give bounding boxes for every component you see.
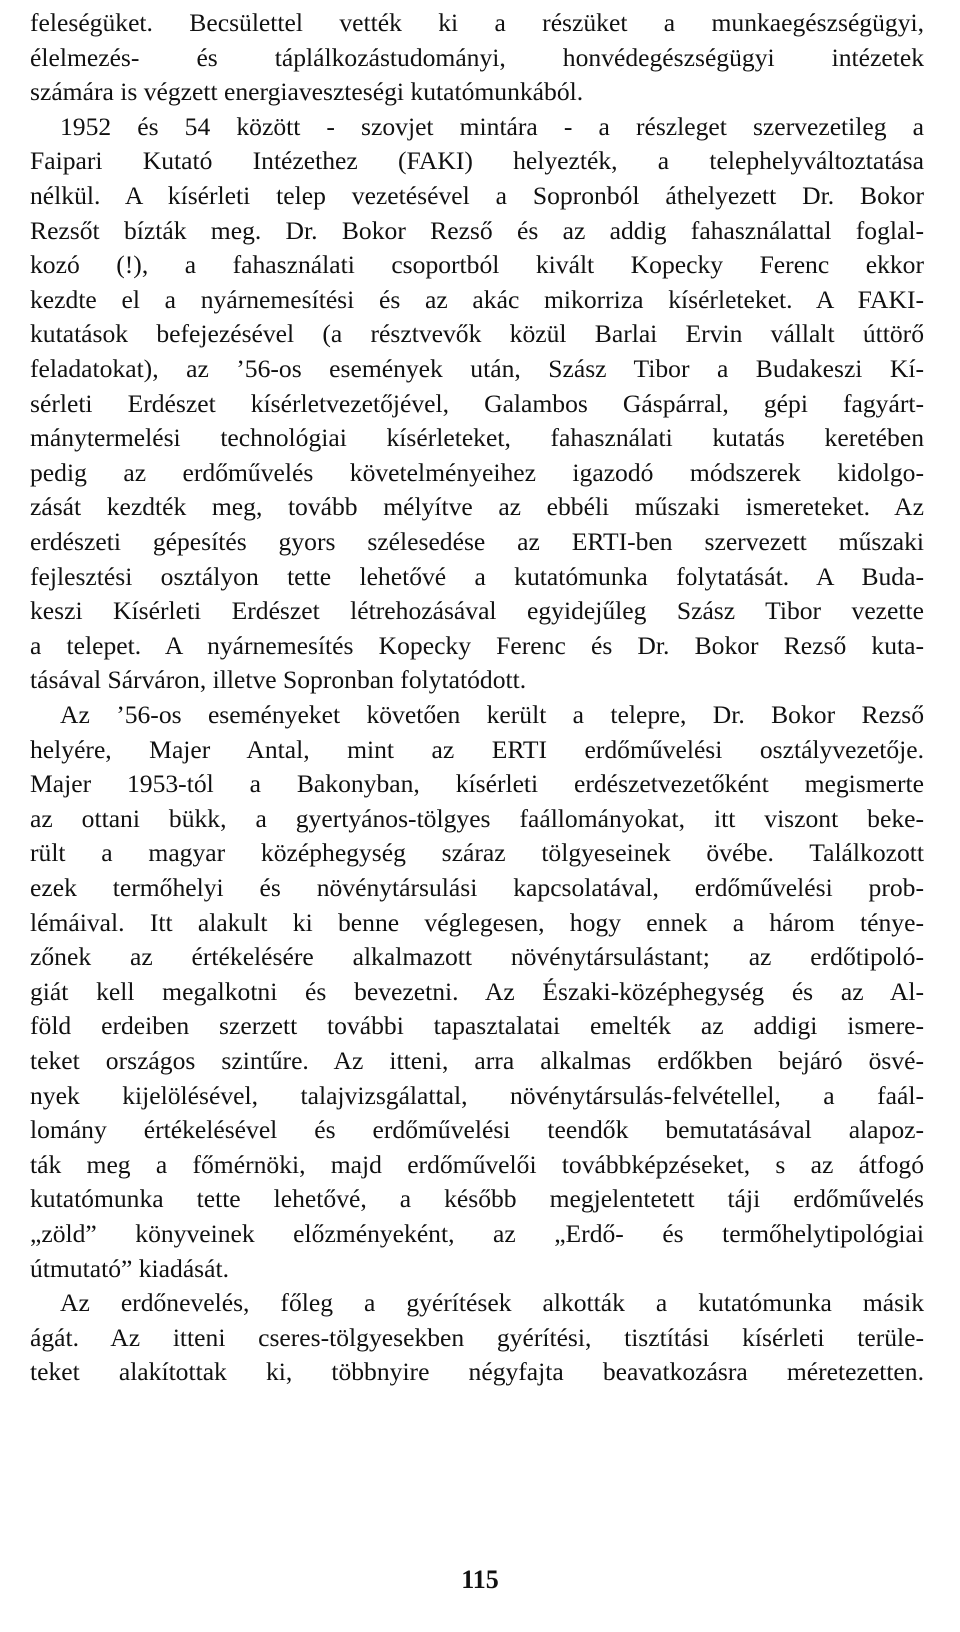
text-line: számára is végzett energiaveszteségi kutatómunkából. bbox=[30, 77, 584, 107]
text-line: ták meg a főmérnöki, majd erdőművelői továbbképzéseket, s az átfogó bbox=[30, 1149, 924, 1179]
text-line: giát kell megalkotni és bevezetni. Az Északi-középhegység és az Al- bbox=[30, 976, 924, 1006]
text-line: élelmezés- és táplálkozástudományi, honvédegészségügyi intézetek bbox=[30, 42, 924, 72]
page-number: 115 bbox=[461, 1565, 499, 1594]
text-line: Az ’56-os eseményeket követően került a telepre, Dr. Bokor Rezső bbox=[60, 700, 924, 729]
text-line: kozó (!), a fahasználati csoportból kivált Kopecky Ferenc ekkor bbox=[30, 250, 924, 280]
text-line: útmutató” kiadását. bbox=[30, 1253, 230, 1283]
text-line: zőnek az értékelésére alkalmazott növénytársulástant; az erdőtipoló- bbox=[30, 942, 924, 972]
text-line: Rezsőt bízták meg. Dr. Bokor Rezső és az addig fahasználattal foglal- bbox=[30, 215, 924, 245]
text-line: rült a magyar középhegység száraz tölgyeseinek övébe. Találkozott bbox=[30, 838, 924, 868]
text-line: ágát. Az itteni cseres-tölgyesekben gyérítési, tisztítási kísérleti terüle- bbox=[30, 1322, 924, 1352]
text-line: mánytermelési technológiai kísérleteket, fahasználati kutatás keretében bbox=[30, 423, 924, 453]
text-line: „zöld” könyveinek előzményeként, az „Erdő- és termőhelytipológiai bbox=[30, 1218, 924, 1248]
text-line: helyére, Majer Antal, mint az ERTI erdőművelési osztályvezetője. bbox=[30, 734, 924, 764]
text-line: nélkül. A kísérleti telep vezetésével a Sopronból áthelyezett Dr. Bokor bbox=[30, 180, 924, 210]
text-line: teket alakítottak ki, többnyire négyfajta beavatkozásra méretezetten. bbox=[30, 1357, 924, 1387]
text-line: pedig az erdőművelés követelményeihez igazodó módszerek kidolgo- bbox=[30, 457, 924, 487]
text-line: kutatómunka tette lehetővé, a később megjelentetett táji erdőművelés bbox=[30, 1184, 924, 1214]
text-line: Faipari Kutató Intézethez (FAKI) helyezték, a telephelyváltoztatása bbox=[30, 146, 924, 176]
text-line: nyek kijelölésével, talajvizsgálattal, növénytársulás-felvétellel, a faál- bbox=[30, 1080, 924, 1110]
text-line: tásával Sárváron, illetve Sopronban folytatódott. bbox=[30, 665, 527, 695]
text-line: feladatokat), az ’56-os események után, Szász Tibor a Budakeszi Kí- bbox=[30, 353, 924, 383]
text-line: keszi Kísérleti Erdészet létrehozásával egyidejűleg Szász Tibor vezette bbox=[30, 596, 924, 626]
text-line: zását kezdték meg, tovább mélyítve az ebbéli műszaki ismereteket. Az bbox=[30, 492, 924, 522]
text-line: fejlesztési osztályon tette lehetővé a kutatómunka folytatását. A Buda- bbox=[30, 561, 924, 591]
text-line: föld erdeiben szerzett további tapasztalatai emelték az addigi ismere- bbox=[30, 1011, 924, 1041]
text-line: teket országos szintűre. Az itteni, arra alkalmas erdőkben bejáró ösvé- bbox=[30, 1045, 924, 1075]
text-line: ezek termőhelyi és növénytársulási kapcsolatával, erdőművelési prob- bbox=[30, 872, 924, 902]
text-line: feleségüket. Becsülettel vették ki a részüket a munkaegészségügyi, bbox=[30, 8, 924, 37]
text-line: sérleti Erdészet kísérletvezetőjével, Galambos Gáspárral, gépi fagyárt- bbox=[30, 388, 924, 418]
text-line: az ottani bükk, a gyertyános-tölgyes faállományokat, itt viszont beke- bbox=[30, 803, 924, 833]
text-line: 1952 és 54 között - szovjet mintára - a részleget szervezetileg a bbox=[60, 111, 924, 141]
paragraph-1 bbox=[30, 6, 924, 698]
text-line: kezdte el a nyárnemesítési és az akác mikorriza kísérleteket. A FAKI- bbox=[30, 284, 924, 314]
paragraph-3 bbox=[30, 1286, 924, 1390]
text-line: Majer 1953-tól a Bakonyban, kísérleti erdészetvezetőként megismerte bbox=[30, 769, 924, 799]
text-line: kutatások befejezésével (a résztvevők közül Barlai Ervin vállalt úttörő bbox=[30, 319, 924, 349]
text-line: Az erdőnevelés, főleg a gyérítések alkották a kutatómunka másik bbox=[60, 1288, 924, 1317]
text-line: lémáival. Itt alakult ki benne véglegesen, hogy ennek a három ténye- bbox=[30, 907, 924, 937]
text-line: erdészeti gépesítés gyors szélesedése az ERTI-ben szervezett műszaki bbox=[30, 526, 924, 556]
paragraph-2 bbox=[30, 698, 924, 1286]
text-line: lomány értékelésével és erdőművelési teendők bemutatásával alapoz- bbox=[30, 1115, 924, 1145]
text-line: a telepet. A nyárnemesítés Kopecky Ferenc és Dr. Bokor Rezső kuta- bbox=[30, 630, 924, 660]
